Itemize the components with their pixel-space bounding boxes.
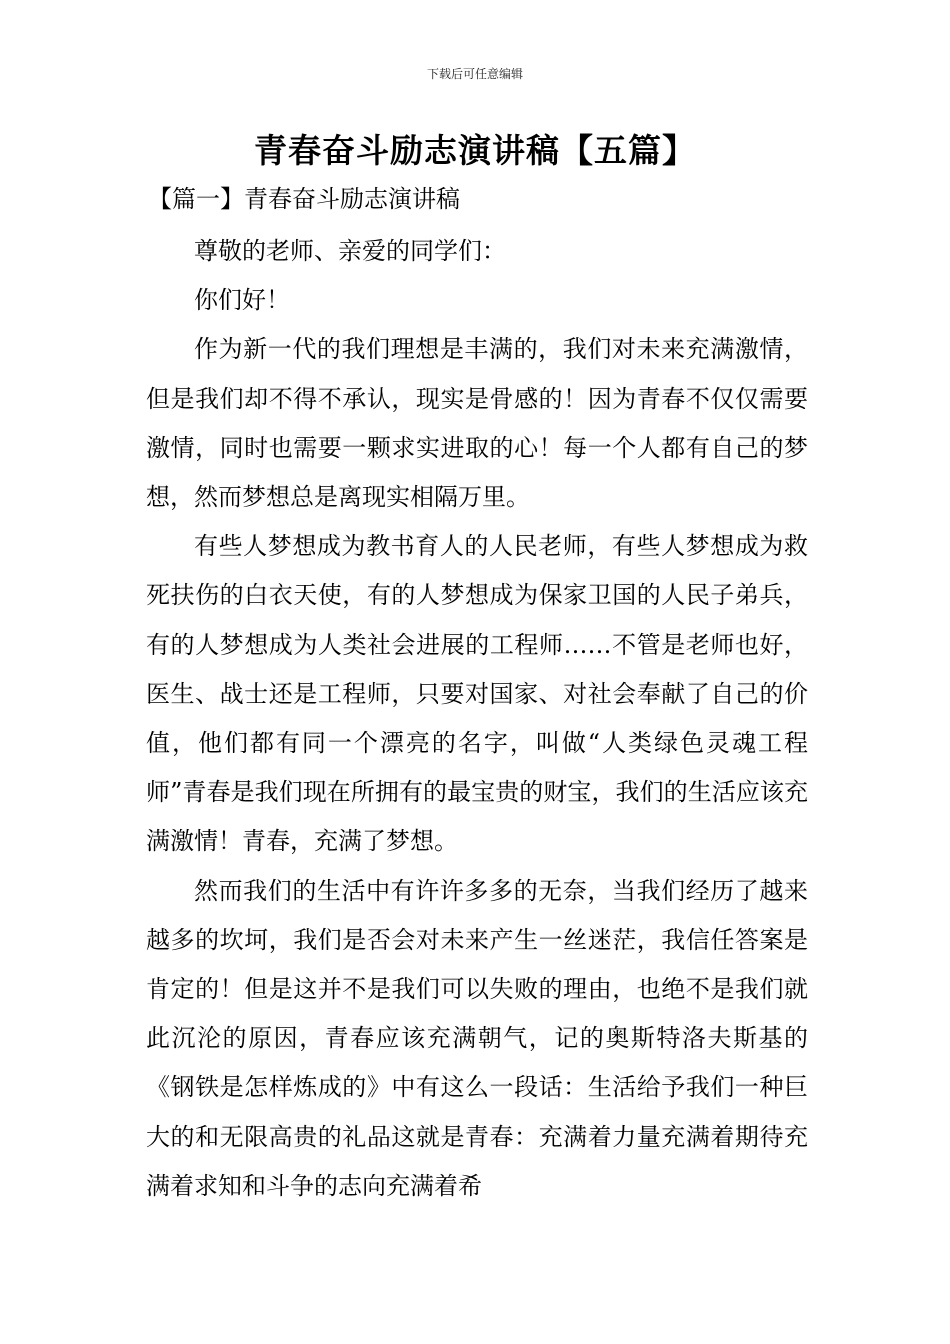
document-title: 青春奋斗励志演讲稿【五篇】: [254, 131, 696, 170]
paragraph: 有些人梦想成为教书育人的人民老师，有些人梦想成为救死扶伤的白衣天使，有的人梦想成为保家卫国的人民子弟兵，有的人梦想成为人类社会进展的工程师……不管是老师也好，医生、战士还是工程师，只要对国家、对社会奉献了自己的价值，他们都有同一个漂亮的名字，叫做“人类绿色灵魂工程师”青春是我们现在所拥有的最宝贵的财宝，我们的生活应该充满激情！青春，充满了梦想。: [146, 532, 808, 856]
greeting: 你们好！: [194, 286, 290, 315]
paragraph: 然而我们的生活中有许许多多的无奈，当我们经历了越来越多的坎坷，我们是否会对未来产生一丝迷茫，我信任答案是肯定的！但是这并不是我们可以失败的理由，也绝不是我们就此沉沦的原因，青春应该充满朝气，记的奥斯特洛夫斯基的《钢铁是怎样炼成的》中有这么一段话：生活给予我们一种巨大的和无限高贵的礼品这就是青春：充满着力量充满着期待充满着求知和斗争的志向充满着希: [146, 876, 808, 1200]
document-body: [146, 227, 808, 1211]
header-note: 下载后可任意编辑: [426, 67, 523, 81]
salutation: 尊敬的老师、亲爱的同学们：: [194, 237, 506, 265]
section-heading: 【篇一】青春奋斗励志演讲稿: [148, 185, 460, 213]
paragraph: 作为新一代的我们理想是丰满的，我们对未来充满激情，但是我们却不得不承认，现实是骨感的！因为青春不仅仅需要激情，同时也需要一颗求实进取的心！每一个人都有自己的梦想，然而梦想总是离现实相隔万里。: [146, 335, 808, 512]
